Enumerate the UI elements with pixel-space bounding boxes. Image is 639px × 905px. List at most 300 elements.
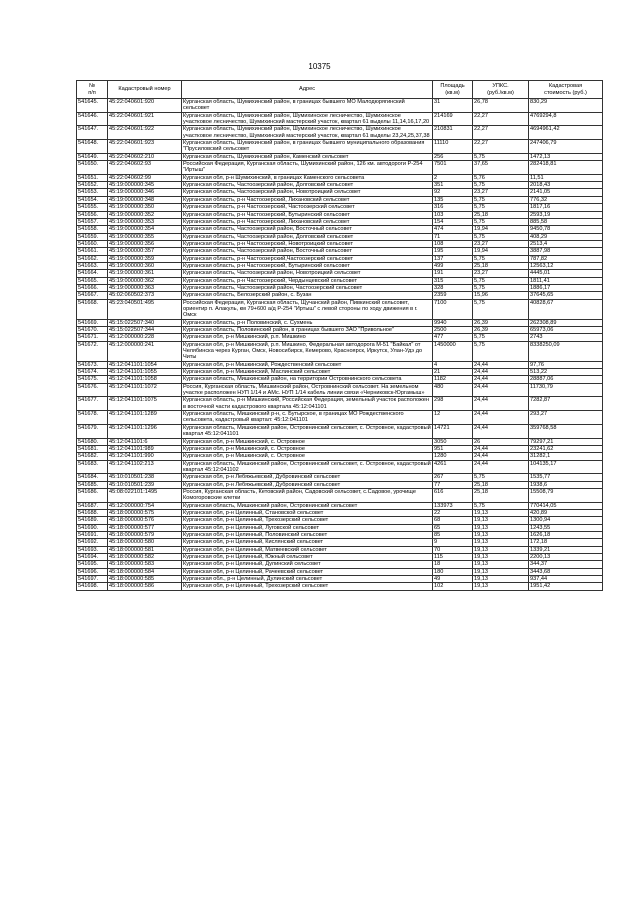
cadastral-cost-cell: 262308,89 xyxy=(529,319,603,326)
cadastral-cost-cell: 1951,42 xyxy=(529,583,603,590)
upks-cell: 5,75 xyxy=(473,196,529,203)
address-cell: Курганская область, р-н Частоозерский, Бутыринский сельсовет xyxy=(182,262,433,269)
table-row xyxy=(77,240,603,247)
upks-cell: 24,44 xyxy=(473,369,529,376)
area-cell: 298 xyxy=(433,397,473,411)
cadastral-number-cell: 45:19:000000:346 xyxy=(108,189,182,196)
address-cell: Курганская обл, р-н Мишкинский, р.п. Мишкино, Федеральная автодорога М-51 "Байкал" от Челябинска через Курган, Омск, Новосибирск, Кемерово, Красноярск, Иркутск, Улан-Удэ до Читы xyxy=(182,341,433,361)
cadastral-cost-cell: 1626,18 xyxy=(529,531,603,538)
upks-cell: 24,44 xyxy=(473,453,529,460)
cadastral-cost-cell: 3443,68 xyxy=(529,568,603,575)
cadastral-number-cell: 45:19:000000:361 xyxy=(108,270,182,277)
cadastral-number-cell: 45:12:041101:1296 xyxy=(108,424,182,438)
address-cell: Курганская обл, р-н Мишкинский, с. Островное xyxy=(182,453,433,460)
area-cell: 85 xyxy=(433,531,473,538)
row-number-cell: 541648. xyxy=(77,140,108,154)
row-number-cell: 541696. xyxy=(77,568,108,575)
area-cell: 616 xyxy=(433,488,473,502)
address-cell: Курганская область, Шумихинский район, Шумихинское лесничество, Шумихинское участковое лесничество, Шумихинский мастерский участок, квартал 61 выделы 23,24,25,37,38 xyxy=(182,126,433,140)
cadastral-number-cell: 45:18:000000:582 xyxy=(108,554,182,561)
area-cell: 9 xyxy=(433,539,473,546)
address-cell: Курганская обл, р-н Целинный, Кислянский сельсовет xyxy=(182,539,433,546)
cadastral-cost-cell: 1811,41 xyxy=(529,277,603,284)
address-cell: Курганская область, Мишкинский район, на территории Островнинского сельсовета xyxy=(182,376,433,383)
cadastral-cost-cell: 31282,1 xyxy=(529,453,603,460)
upks-cell: 19,13 xyxy=(473,524,529,531)
cadastral-number-cell: 45:12:041101:1055 xyxy=(108,369,182,376)
address-cell: Курганская область, Белозерский район, с. Бузан xyxy=(182,292,433,299)
table-row xyxy=(77,481,603,488)
address-cell: Курганская обл, р-н Мишкинский, Маслинский сельсовет xyxy=(182,369,433,376)
table-row xyxy=(77,397,603,411)
cadastral-cost-cell: 12563,12 xyxy=(529,262,603,269)
cadastral-cost-cell: 2743 xyxy=(529,334,603,341)
cadastral-cost-cell: 11,51 xyxy=(529,174,603,181)
row-number-cell: 541685. xyxy=(77,481,108,488)
upks-cell: 22,27 xyxy=(473,112,529,126)
address-cell: Курганская область, Мишкинский р-н, с. Бутырское, в границах МО Рождественского сельсовета, кадастровый квартал: 45:12:041101 xyxy=(182,411,433,425)
row-number-cell: 541698. xyxy=(77,583,108,590)
area-cell: 477 xyxy=(433,334,473,341)
row-number-cell: 541646. xyxy=(77,112,108,126)
area-cell: 68 xyxy=(433,517,473,524)
upks-cell: 19,94 xyxy=(473,248,529,255)
area-cell: 210831 xyxy=(433,126,473,140)
address-cell: Российская Федерация, Курганская область, Шумихинский район, 126 км. автодороги Р-254 "Иртыш" xyxy=(182,161,433,175)
table-row xyxy=(77,361,603,368)
row-number-cell: 541650. xyxy=(77,161,108,175)
cadastral-number-cell: 45:12:041101:1054 xyxy=(108,361,182,368)
row-number-cell: 541652. xyxy=(77,182,108,189)
cadastral-number-cell: 45:19:000000:359 xyxy=(108,255,182,262)
cadastral-cost-cell: 28887,06 xyxy=(529,376,603,383)
area-cell: 9940 xyxy=(433,319,473,326)
cadastral-cost-cell: 4445,01 xyxy=(529,270,603,277)
area-cell: 180 xyxy=(433,568,473,575)
cadastral-number-cell: 45:22:040601:923 xyxy=(108,140,182,154)
cadastral-cost-cell: 293,27 xyxy=(529,411,603,425)
row-number-cell: 541662. xyxy=(77,255,108,262)
address-cell: Курганская область, Частоозерский район, Новотроицкий сельсовет xyxy=(182,189,433,196)
upks-cell: 5,75 xyxy=(473,299,529,319)
upks-cell: 23,27 xyxy=(473,270,529,277)
cadastral-number-cell: 45:12:041102:213 xyxy=(108,460,182,474)
address-cell: Курганская область, р-н Частоозерский,Частоозерский сельсовет xyxy=(182,255,433,262)
row-number-cell: 541653. xyxy=(77,189,108,196)
upks-cell: 24,44 xyxy=(473,383,529,397)
table-row xyxy=(77,383,603,397)
area-cell: 256 xyxy=(433,153,473,160)
address-cell: Курганская область, р-н Частоозерский, Лихановский сельсовет xyxy=(182,196,433,203)
table-row xyxy=(77,445,603,452)
row-number-cell: 541645. xyxy=(77,99,108,113)
address-cell: Россия, Курганская область, Мишкинский район, Островнинский сельсовет. На земельном участке расположен НУП 1/14 и АМс. НУП 1/14 кабель линии связи «Черниковск-Юргамыш» xyxy=(182,383,433,397)
address-cell: Курганская обл, р-н Целинный, Трехозерский сельсовет xyxy=(182,583,433,590)
table-row xyxy=(77,424,603,438)
row-number-cell: 541670. xyxy=(77,327,108,334)
cadastral-number-cell: 45:23:040501:495 xyxy=(108,299,182,319)
address-cell: Курганская обл, р-н Целинный, Рачеевский сельсовет xyxy=(182,568,433,575)
cadastral-cost-cell: 2141,05 xyxy=(529,189,603,196)
table-row xyxy=(77,341,603,361)
cadastral-number-cell: 45:18:000000:584 xyxy=(108,568,182,575)
row-number-cell: 541654. xyxy=(77,196,108,203)
table-row xyxy=(77,576,603,583)
cadastral-number-cell: 45:19:000000:348 xyxy=(108,196,182,203)
cadastral-cost-cell: 1339,21 xyxy=(529,546,603,553)
table-row xyxy=(77,140,603,154)
row-number-cell: 541660. xyxy=(77,240,108,247)
cadastral-cost-cell: 65973,06 xyxy=(529,327,603,334)
upks-cell: 5,75 xyxy=(473,233,529,240)
row-number-cell: 541657. xyxy=(77,218,108,225)
upks-cell: 5,75 xyxy=(473,182,529,189)
address-cell: Курганская обл, р-н Целинный, Половинский сельсовет xyxy=(182,531,433,538)
area-cell: 21 xyxy=(433,369,473,376)
table-row xyxy=(77,112,603,126)
table-body xyxy=(77,99,603,591)
cadastral-cost-cell: 97,76 xyxy=(529,361,603,368)
table-row xyxy=(77,583,603,590)
cadastral-cost-cell: 247406,79 xyxy=(529,140,603,154)
address-cell: Курганская обл, р-н Мишкинский, Рождественский сельсовет xyxy=(182,361,433,368)
row-number-cell: 541666. xyxy=(77,284,108,291)
cadastral-number-cell: 45:12:041101:990 xyxy=(108,453,182,460)
cadastral-number-cell: 45:18:000000:577 xyxy=(108,524,182,531)
upks-cell: 24,44 xyxy=(473,424,529,438)
table-row xyxy=(77,262,603,269)
cadastral-cost-cell: 1243,55 xyxy=(529,524,603,531)
cadastral-number-cell: 45:18:000000:581 xyxy=(108,546,182,553)
table-row xyxy=(77,460,603,474)
upks-cell: 5,75 xyxy=(473,474,529,481)
address-cell: Курганская область, р-н Половинский, с. Сухмень xyxy=(182,319,433,326)
upks-cell: 5,75 xyxy=(473,341,529,361)
cadastral-cost-cell: 787,82 xyxy=(529,255,603,262)
upks-cell: 24,44 xyxy=(473,376,529,383)
address-cell: Курганская обл, р-н Шумихинский, в границах Каменского сельсовета xyxy=(182,174,433,181)
area-cell: 135 xyxy=(433,196,473,203)
table-row xyxy=(77,488,603,502)
cadastral-number-cell: 45:12:000000:228 xyxy=(108,334,182,341)
area-cell: 316 xyxy=(433,204,473,211)
table-row xyxy=(77,369,603,376)
upks-cell: 22,27 xyxy=(473,140,529,154)
area-cell: 49 xyxy=(433,576,473,583)
table-header-row xyxy=(77,81,603,99)
address-cell: Курганская обл, р-н Лебяжьевский, Дубровинский сельсовет xyxy=(182,474,433,481)
cadastral-cost-cell: 408,29 xyxy=(529,233,603,240)
area-cell: 12 xyxy=(433,411,473,425)
cadastral-cost-cell: 776,32 xyxy=(529,196,603,203)
cadastral-cost-cell: 79297,21 xyxy=(529,438,603,445)
area-cell: 71 xyxy=(433,233,473,240)
table-row xyxy=(77,524,603,531)
cadastral-number-cell: 45:19:000000:352 xyxy=(108,211,182,218)
area-cell: 7501 xyxy=(433,161,473,175)
upks-cell: 25,18 xyxy=(473,481,529,488)
area-cell: 65 xyxy=(433,524,473,531)
table-row xyxy=(77,299,603,319)
area-cell: 22 xyxy=(433,509,473,516)
row-number-cell: 541692. xyxy=(77,539,108,546)
row-number-cell: 541674. xyxy=(77,369,108,376)
table-row xyxy=(77,539,603,546)
cadastral-cost-cell: 40828,67 xyxy=(529,299,603,319)
table-row xyxy=(77,453,603,460)
address-cell: Курганская область, р-н Частоозерский, Новотроицкий сельсовет xyxy=(182,240,433,247)
cadastral-number-cell: 45:18:000000:583 xyxy=(108,561,182,568)
cadastral-number-cell: 45:12:000000:754 xyxy=(108,502,182,509)
table-row xyxy=(77,161,603,175)
address-cell: Курганская область, Частоозерский район, Долговский сельсовет xyxy=(182,182,433,189)
upks-cell: 24,44 xyxy=(473,445,529,452)
cadastral-cost-cell: 1886,17 xyxy=(529,284,603,291)
row-number-cell: 541669. xyxy=(77,319,108,326)
address-cell: Курганская область, Шумихинский район, в границах бывшего муниципального образования "Прусиловский сельсовет xyxy=(182,140,433,154)
area-cell: 951 xyxy=(433,445,473,452)
row-number-cell: 541649. xyxy=(77,153,108,160)
area-cell: 7100 xyxy=(433,299,473,319)
address-cell: Курганская обл, р-н Мишкинский, р.п. Мишкино xyxy=(182,334,433,341)
cadastral-cost-cell: 937,44 xyxy=(529,576,603,583)
area-cell: 315 xyxy=(433,277,473,284)
upks-cell: 5,75 xyxy=(473,277,529,284)
upks-cell: 24,44 xyxy=(473,397,529,411)
cadastral-number-cell: 45:19:000000:356 xyxy=(108,240,182,247)
table-row xyxy=(77,438,603,445)
table-row xyxy=(77,126,603,140)
table-row xyxy=(77,474,603,481)
upks-cell: 5,75 xyxy=(473,204,529,211)
upks-cell: 5,76 xyxy=(473,174,529,181)
upks-cell: 5,75 xyxy=(473,255,529,262)
area-cell: 115 xyxy=(433,554,473,561)
cadastral-number-cell: 45:22:040602:93 xyxy=(108,161,182,175)
area-cell: 2359 xyxy=(433,292,473,299)
cadastral-number-cell: 45:10:010501:238 xyxy=(108,474,182,481)
upks-cell: 19,13 xyxy=(473,576,529,583)
address-cell: Курганская обл, р-н Целинный, Матвеевский сельсовет xyxy=(182,546,433,553)
cadastral-number-cell: 45:22:040601:921 xyxy=(108,112,182,126)
row-number-cell: 541688. xyxy=(77,509,108,516)
address-cell: Курганская область, Частоозерский район, Долговский сельсовет xyxy=(182,233,433,240)
row-number-cell: 541682. xyxy=(77,453,108,460)
address-cell: Курганская обл, р-н Целинный, Луговской сельсовет xyxy=(182,524,433,531)
table-row xyxy=(77,211,603,218)
cadastral-number-cell: 45:15:022507:340 xyxy=(108,319,182,326)
area-cell: 480 xyxy=(433,383,473,397)
table-row xyxy=(77,568,603,575)
cadastral-cost-cell: 1535,77 xyxy=(529,474,603,481)
area-cell: 351 xyxy=(433,182,473,189)
cadastral-number-cell: 45:19:000000:355 xyxy=(108,233,182,240)
table-row xyxy=(77,255,603,262)
row-number-cell: 541686. xyxy=(77,488,108,502)
row-number-cell: 541693. xyxy=(77,546,108,553)
cadastral-number-cell: 45:22:040602:99 xyxy=(108,174,182,181)
area-cell: 77 xyxy=(433,481,473,488)
address-cell: Курганская обл, р-н Лебяжьевский, Дубровинский сельсовет xyxy=(182,481,433,488)
table-row xyxy=(77,174,603,181)
table-row xyxy=(77,248,603,255)
address-cell: Курганская область, Мишкинский район, Островнинский сельсовет, с. Островное, кадастровый квартал 45:12:041102 xyxy=(183,460,431,473)
cadastral-cost-cell: 770414,05 xyxy=(529,502,603,509)
row-number-cell: 541684. xyxy=(77,474,108,481)
cadastral-cost-cell: 1472,13 xyxy=(529,153,603,160)
table-row xyxy=(77,376,603,383)
area-cell: 154 xyxy=(433,218,473,225)
table-row xyxy=(77,196,603,203)
address-cell: Курганская обл, р-н Целинный, Южный сельсовет xyxy=(182,554,433,561)
upks-cell: 24,44 xyxy=(473,411,529,425)
upks-cell: 19,94 xyxy=(473,226,529,233)
cadastral-number-cell: 45:12:041101:1289 xyxy=(108,411,182,425)
row-number-cell: 541659. xyxy=(77,233,108,240)
area-cell: 11110 xyxy=(433,140,473,154)
upks-cell: 19,13 xyxy=(473,539,529,546)
upks-cell: 5,75 xyxy=(473,334,529,341)
area-cell: 4 xyxy=(433,361,473,368)
cadastral-number-cell: 45:12:041101:6 xyxy=(108,438,182,445)
row-number-cell: 541661. xyxy=(77,248,108,255)
area-cell: 214169 xyxy=(433,112,473,126)
table-row xyxy=(77,233,603,240)
area-cell: 499 xyxy=(433,262,473,269)
upks-cell: 26,39 xyxy=(473,327,529,334)
address-cell: Курганская область, Шумихинский район, Шумихинское лесничество, Шумихинское участковое лесничество, Шумихинский мастерский участок, квартал 61 выделы 11,14,16,17,20 xyxy=(182,112,433,126)
area-cell: 195 xyxy=(433,248,473,255)
header-area: Площадь (кв.м) xyxy=(433,81,473,99)
row-number-cell: 541687. xyxy=(77,502,108,509)
table-row xyxy=(77,99,603,113)
cadastral-cost-cell: 2513,4 xyxy=(529,240,603,247)
cadastral-cost-cell: 4769294,8 xyxy=(529,112,603,126)
upks-cell: 19,13 xyxy=(473,554,529,561)
area-cell: 2 xyxy=(433,174,473,181)
upks-cell: 25,18 xyxy=(473,488,529,502)
cadastral-cost-cell: 104135,17 xyxy=(529,460,603,474)
row-number-cell: 541663. xyxy=(77,262,108,269)
cadastral-cost-cell: 9450,78 xyxy=(529,226,603,233)
address-cell: Курганская область, р-н Частоозерский, Бутыринский сельсовет xyxy=(182,211,433,218)
cadastral-number-cell: 45:19:000000:360 xyxy=(108,262,182,269)
area-cell: 474 xyxy=(433,226,473,233)
cadastral-cost-cell: 344,37 xyxy=(529,561,603,568)
cadastral-number-cell: 45:10:010501:239 xyxy=(108,481,182,488)
table-row xyxy=(77,226,603,233)
area-cell: 102 xyxy=(433,583,473,590)
row-number-cell: 541679. xyxy=(77,424,108,438)
cadastral-cost-cell: 1938,6 xyxy=(529,481,603,488)
cadastral-number-cell: 45:18:000000:579 xyxy=(108,531,182,538)
table-row xyxy=(77,546,603,553)
cadastral-number-cell: 45:22:040601:922 xyxy=(108,126,182,140)
upks-cell: 5,75 xyxy=(473,153,529,160)
upks-cell: 25,18 xyxy=(473,211,529,218)
address-cell: Курганская область, Мишкинский район, Островнинский сельсовет, с. Островное, кадастровый квартал 45:12:041101 xyxy=(183,424,431,438)
address-cell: Курганская область, Частоозерский район, Восточный сельсовет xyxy=(182,248,433,255)
cadastral-cost-cell: 1300,94 xyxy=(529,517,603,524)
table-row xyxy=(77,561,603,568)
table-row xyxy=(77,502,603,509)
cadastral-number-cell: 45:18:000000:575 xyxy=(108,509,182,516)
cadastral-cost-cell: 172,18 xyxy=(529,539,603,546)
row-number-cell: 541678. xyxy=(77,411,108,425)
cadastral-cost-cell: 2593,19 xyxy=(529,211,603,218)
row-number-cell: 541647. xyxy=(77,126,108,140)
cadastral-number-cell: 45:19:000000:362 xyxy=(108,277,182,284)
upks-cell: 19,13 xyxy=(473,583,529,590)
upks-cell: 5,75 xyxy=(473,218,529,225)
header-cadastral-number: Кадастровый номер xyxy=(108,81,182,99)
cadastral-cost-cell: 37645,65 xyxy=(529,292,603,299)
table-row xyxy=(77,334,603,341)
area-cell: 4261 xyxy=(433,460,473,474)
upks-cell: 22,27 xyxy=(473,126,529,140)
address-cell: Курганская область, Шумихинский район, в границах бывшего МО Малодюрягинский сельсовет xyxy=(182,99,433,113)
row-number-cell: 541677. xyxy=(77,397,108,411)
upks-cell: 19,13 xyxy=(473,517,529,524)
table-row xyxy=(77,319,603,326)
address-cell: Курганская обл, р-н Целинный, Трехозерский сельсовет xyxy=(182,517,433,524)
upks-cell: 15,96 xyxy=(473,292,529,299)
area-cell: 92 xyxy=(433,189,473,196)
table-row xyxy=(77,411,603,425)
cadastral-cost-cell: 23241,62 xyxy=(529,445,603,452)
cadastral-number-cell: 45:19:000000:354 xyxy=(108,226,182,233)
address-cell: Курганская область, Частоозерский район, Новотроицкий сельсовет xyxy=(182,270,433,277)
header-upks: УПКС. (руб./кв.м) xyxy=(473,81,529,99)
row-number-cell: 541655. xyxy=(77,204,108,211)
table-row xyxy=(77,284,603,291)
cadastral-number-cell: 45:19:000000:350 xyxy=(108,204,182,211)
row-number-cell: 541695. xyxy=(77,561,108,568)
table-row xyxy=(77,327,603,334)
cadastral-number-cell: 45:12:041101:1058 xyxy=(108,376,182,383)
cadastral-number-cell: 45:22:040601:920 xyxy=(108,99,182,113)
row-number-cell: 541676. xyxy=(77,383,108,397)
cadastral-number-cell: 45:18:000000:576 xyxy=(108,517,182,524)
upks-cell: 24,44 xyxy=(473,361,529,368)
cadastral-cost-cell: 830,29 xyxy=(529,99,603,113)
table-row xyxy=(77,189,603,196)
row-number-cell: 541680. xyxy=(77,438,108,445)
area-cell: 137 xyxy=(433,255,473,262)
row-number-cell: 541656. xyxy=(77,211,108,218)
cadastral-cost-cell: 885,58 xyxy=(529,218,603,225)
row-number-cell: 541683. xyxy=(77,460,108,474)
upks-cell: 19,13 xyxy=(473,568,529,575)
table-row xyxy=(77,153,603,160)
area-cell: 2500 xyxy=(433,327,473,334)
address-cell: Курганская область, Шумихинский район, Каменский сельсовет xyxy=(182,153,433,160)
cadastral-cost-cell: 2200,13 xyxy=(529,554,603,561)
address-cell: Курганская обл, р-н Мишкинский, с. Островное xyxy=(182,438,433,445)
upks-cell: 24,44 xyxy=(473,460,529,474)
cadastral-number-cell: 45:12:041101:1072 xyxy=(108,383,182,397)
upks-cell: 5,75 xyxy=(473,284,529,291)
area-cell: 1280 xyxy=(433,453,473,460)
address-cell: Курганская обл., р-н Целинный, Дулинский сельсовет xyxy=(182,576,433,583)
table-row xyxy=(77,531,603,538)
upks-cell: 26 xyxy=(473,438,529,445)
cadastral-number-cell: 45:02:060502:373 xyxy=(108,292,182,299)
page-number: 10375 xyxy=(308,62,331,71)
row-number-cell: 541675. xyxy=(77,376,108,383)
cadastral-number-cell: 45:12:041101:1075 xyxy=(108,397,182,411)
area-cell: 191 xyxy=(433,270,473,277)
